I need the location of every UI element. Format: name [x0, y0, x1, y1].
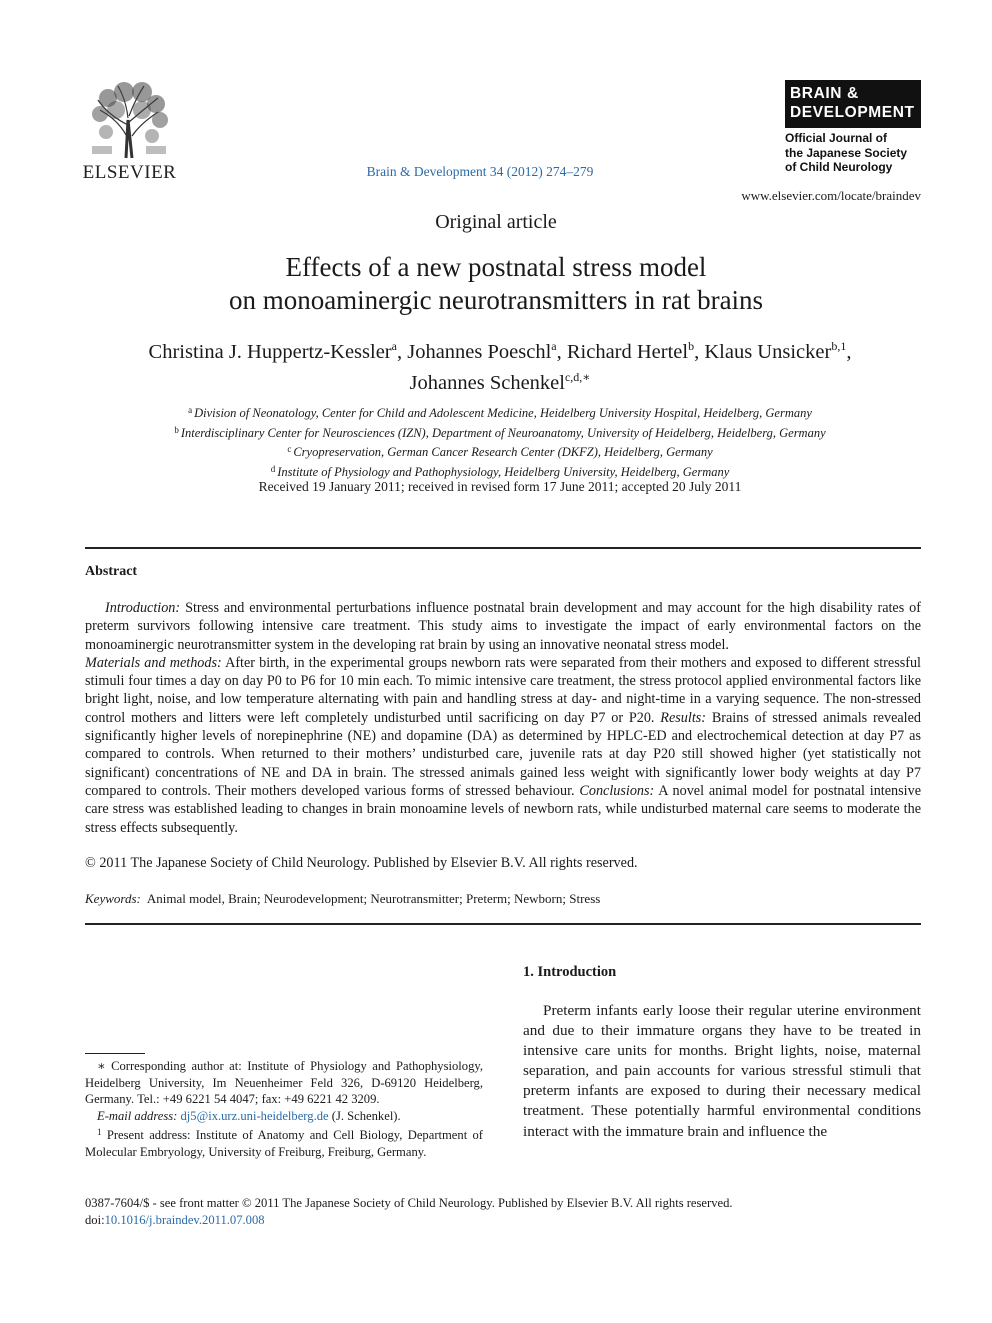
abstract-body	[85, 599, 921, 837]
affiliation-sup: c	[287, 444, 292, 454]
author-name[interactable]: Johannes Poeschl	[407, 341, 552, 363]
author-sep: ,	[556, 341, 567, 363]
article-title	[100, 251, 892, 317]
author-list	[70, 334, 930, 396]
author-name[interactable]: Johannes Schenkel	[409, 372, 565, 394]
author-name[interactable]: Richard Hertel	[566, 341, 689, 363]
abstract-heading: Abstract	[85, 564, 138, 579]
author-sup: b,1	[831, 339, 847, 353]
journal-url[interactable]: www.elsevier.com/locate/braindev	[741, 188, 921, 203]
article-title-line1: Effects of a new postnatal stress model	[285, 252, 707, 282]
doi-link[interactable]: 10.1016/j.braindev.2011.07.008	[104, 1213, 265, 1227]
journal-sub-line3: of Child Neurology	[785, 160, 893, 174]
footnote-rule	[85, 1053, 145, 1054]
abstract-conclusions-label: Conclusions:	[579, 782, 655, 799]
affiliation-item	[80, 461, 920, 481]
footnote-email	[85, 1108, 483, 1125]
author-sup: a	[551, 339, 557, 353]
affiliation-text: Institute of Physiology and Pathophysiology, Heidelberg University, Heidelberg, Germany	[277, 464, 730, 479]
issn-line: 0387-7604/$ - see front matter © 2011 The Japanese Society of Child Neurology. Published by Elsevier B.V. All rights reserved.	[85, 1196, 733, 1210]
email-link[interactable]: dj5@ix.urz.uni-heidelberg.de	[180, 1108, 329, 1123]
author-sep: ,	[396, 341, 408, 363]
keywords-list: Animal model, Brain; Neurodevelopment; Neurotransmitter; Preterm; Newborn; Stress	[146, 891, 601, 906]
affiliation-text: Division of Neonatology, Center for Child and Adolescent Medicine, Heidelberg University Hospital, Heidelberg, Germany	[194, 406, 812, 420]
affiliation-text: Interdisciplinary Center for Neurosciences (IZN), Department of Neuroanatomy, University of Heidelberg, Heidelberg, Germany	[180, 425, 826, 440]
abstract-top-rule	[85, 547, 921, 549]
abstract-results-label: Results:	[660, 709, 707, 726]
abstract-methods-text: After birth, in the experimental groups newborn rats were separated from their mothers and exposed to different stressful stimuli four times a day on day P0 to P6 for 10 min each. To mimic intensive care treatment, the stress protocol applied environmental factors like bright light, noise, and low temperature alternating with pain and handling stress at day- and night-time in a varying sequence. The non-stressed control mothers and litters were left completely undisturbed until sacrificing on day P7 or P20.	[85, 654, 921, 726]
author-name[interactable]: Klaus Unsicker	[704, 341, 832, 363]
affiliation-sup: a	[188, 405, 193, 415]
affiliation-item	[80, 402, 920, 422]
journal-sub-line2: the Japanese Society	[785, 145, 908, 160]
journal-brand-line1: BRAIN &	[790, 85, 859, 102]
elsevier-tree-icon	[88, 80, 170, 160]
author-sep: ,	[846, 341, 852, 363]
journal-sub-line1: Official Journal of	[785, 131, 888, 145]
keywords-label: Keywords:	[85, 891, 141, 906]
author-sup: a	[391, 339, 397, 353]
abstract-bottom-rule	[85, 923, 921, 925]
introduction-paragraph: Preterm infants early loose their regular uterine environment and due to their immature organs they have to be treated in intensive care units for months. Bright lights, noise, maternal separation, and pain accounts for various stressful stimuli that preterm infants are exposed to during their necessary medical treatment. These potentially harmful environmental conditions interact with the immature brain and influence the	[523, 1002, 921, 1140]
email-label: E-mail address:	[97, 1108, 178, 1123]
author-sup: c,d,∗	[564, 370, 591, 384]
footnote-corresponding	[85, 1058, 483, 1108]
affiliations	[80, 402, 920, 480]
affiliation-item	[80, 422, 920, 442]
footnote-1	[85, 1124, 483, 1160]
doi-line	[85, 1213, 265, 1228]
affiliation-text: Cryopreservation, German Cancer Research Center (DKFZ), Heidelberg, Germany	[293, 445, 713, 459]
journal-citation-link[interactable]: Brain & Development 34 (2012) 274–279	[366, 164, 594, 179]
footnote-mark: 1	[97, 1127, 102, 1138]
journal-brand-logo	[785, 80, 921, 128]
abstract-intro-label: Introduction:	[105, 600, 181, 616]
author-sup: b	[688, 339, 695, 353]
abstract-results-text: Brains of stressed animals revealed significantly higher levels of norepinephrine (NE) and dopamine (DA) as determined by HPLC-ED and electrochemical detection at day P7 as compared to controls. When returned to their mothers’ undisturbed care, juvenile rats at day P20 still showed higher (yet statistically not significant) concentrations of NE and DA in brain. The stressed animals gained less weight with significantly lower body weights at day P7 compared to controls. Their mothers developed various forms of stressed behaviour.	[85, 709, 922, 799]
email-suffix: (J. Schenkel).	[328, 1108, 401, 1123]
affiliation-item	[80, 441, 920, 461]
abstract-conclusions-text: A novel animal model for postnatal intensive care stress was established leading to changes in brain monoamine levels of newborn rats, while undisturbed maternal care seems to moderate the stress effects subsequently.	[85, 782, 921, 836]
abstract-methods-label: Materials and methods:	[85, 654, 222, 671]
article-title-line2: on monoaminergic neurotransmitters in rat brains	[228, 285, 764, 315]
footnote-1-text: Present address: Institute of Anatomy and Cell Biology, Department of Molecular Embryology, University of Freiburg, Freiburg, Germany.	[85, 1128, 484, 1159]
article-type: Original article	[435, 211, 557, 233]
journal-brand-line2: DEVELOPMENT	[790, 104, 915, 121]
footnotes	[85, 1058, 483, 1161]
footnote-mark: ∗	[97, 1059, 106, 1073]
article-dates: Received 19 January 2011; received in revised form 17 June 2011; accepted 20 July 2011	[258, 479, 742, 494]
affiliation-sup: d	[270, 463, 276, 474]
footnote-corresponding-text: Corresponding author at: Institute of Physiology and Pathophysiology, Heidelberg University, Im Neuenheimer Feld 326, D-69120 Heidelberg, Germany. Tel.: +49 6221 54 4047; fax: +49 6221 42 3209.	[85, 1059, 483, 1107]
doi-label: doi:	[85, 1213, 105, 1227]
abstract-copyright: © 2011 The Japanese Society of Child Neurology. Published by Elsevier B.V. All rights reserved.	[85, 855, 638, 871]
section-heading-introduction: 1. Introduction	[523, 964, 617, 980]
elsevier-logo	[82, 80, 177, 185]
keywords	[85, 891, 600, 907]
elsevier-wordmark: ELSEVIER	[82, 162, 177, 183]
abstract-paragraph	[85, 599, 921, 837]
affiliation-sup: b	[174, 424, 179, 435]
author-sep: ,	[694, 341, 705, 363]
journal-brand-subtitle	[785, 131, 935, 175]
abstract-intro-text: Stress and environmental perturbations influence postnatal brain development and may account for the high disability rates of preterm survivors following intensive care treatment. This study aims to investigate the impact of early environmental factors on the monoaminergic neurotransmitter system in the developing rat brain by using an innovative neonatal stress model.	[85, 600, 921, 653]
author-name[interactable]: Christina J. Huppertz-Kessler	[148, 341, 392, 363]
